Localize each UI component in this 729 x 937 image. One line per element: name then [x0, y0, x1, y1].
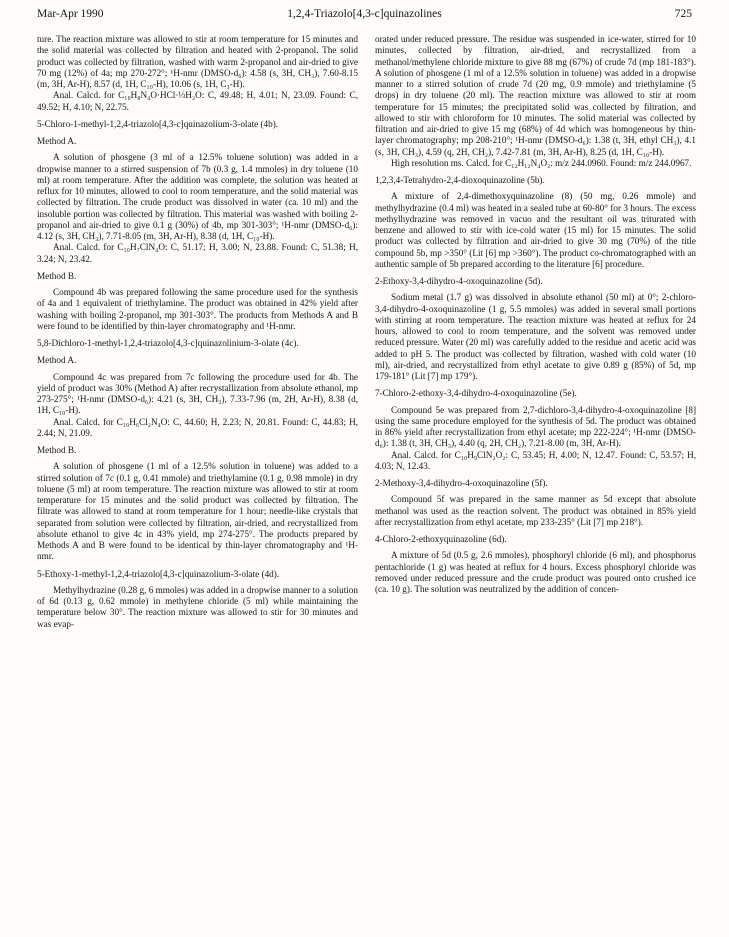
method-label: Method A. [37, 136, 77, 146]
running-title: 1,2,4-Triazolo[4,3-c]quinazolines [287, 8, 442, 20]
compound-heading: 5,8-Dichloro-1-methyl-1,2,4-triazolo[4,3-c]quinazolinium-3-olate (4c). [37, 338, 299, 348]
body-paragraph: ture. The reaction mixture was allowed to stir at room temperature for 15 minutes and the solid material was collected by filtration and heated with 2-propanol. The solid product was collected by filtration, washed with warm 2-propanol and air-dried to give 70 mg (12%) of 4a; mp 270-272°; ¹H-nmr (DMSO-d₆): 4.58 (s, 3H, CH₃), 7.60-8.15 (m, 3H, Ar-H), 8.57 (d, 1H, C₁₀-H), 10.06 (s, 1H, C₃-H). [37, 34, 358, 89]
body-paragraph: Compound 5f was prepared in the same manner as 5d except that absolute methanol was used as the reaction solvent. The product was obtained in 85% yield after recrystallization from ethyl acetate, mp 233-235° (Lit [7] mp 218°). [375, 494, 696, 527]
body-paragraph: Anal. Calcd. for C₁₀H₈N₄O·HCl·⅓H₂O: C, 49.48; H, 4.01; N, 23.09. Found: C, 49.52; H, 4.10; N, 22.75. [37, 90, 358, 112]
body-paragraph: Compound 4c was prepared from 7c following the procedure used for 4b. The yield of product was 30% (Method A) after recrystallization from absolute ethanol, mp 273-275°; ¹H-nmr (DMSO-d₆): 4.21 (s, 3H, CH₃), 7.33-7.96 (m, 2H, Ar-H), 8.38 (d, 1H, C₁₀-H). [37, 371, 358, 416]
right-column [375, 34, 696, 934]
body-paragraph: A mixture of 2,4-dimethoxyquinazoline (8) (50 mg, 0.26 mmole) and methylhydrazine (0.4 ml) was heated in a sealed tube at 60-80° for 3 hours. The excess methylhydrazine was removed in vacuo and the resultant oil was triturated with benzene and allowed to stir with ice-cold water (15 ml) for 15 minutes. The solid product was collected by filtration and air-dried to give 30 mg (70%) of the title compound 5b, mp >350° (Lit [6] mp >360°). The product co-chromatographed with an authentic sample of 5b prepared according to the literature [6] procedure. [375, 191, 696, 269]
body-paragraph: Compound 4b was prepared following the same procedure used for the synthesis of 4a and 1 equivalent of triethylamine. The product was obtained in 42% yield after washing with boiling 2-propanol, mp 301-303°. The products from Methods A and B were found to be identified by thin-layer chromatography and ¹H-nmr. [37, 287, 358, 331]
left-column [37, 34, 358, 934]
body-paragraph: Anal. Calcd. for C₁₀H₉ClN₂O₂: C, 53.45; H, 4.00; N, 12.47. Found: C, 53.57; H, 4.03; N, 12.43. [375, 449, 696, 471]
body-paragraph: A mixture of 5d (0.5 g, 2.6 mmoles), phosphoryl chloride (6 ml), and phosphorus pentachloride (1 g) was heated at reflux for 4 hours. Excess phosphoryl chloride was removed under reduced pressure and the crude product was poured onto crushed ice (ca. 10 g). The solution was neutralized by the addition of concen- [375, 550, 696, 594]
body-paragraph: A solution of phosgene (1 ml of a 12.5% solution in toluene) was added to a stirred solution of 7c (0.1 g, 0.41 mmole) and triethylamine (0.1 g, 0.98 mmole) in dry toluene (5 ml) at room temperature. The reaction mixture was allowed to stir at room temperature for 15 minutes and the solid product was collected by filtration. The filtrate was allowed to stand at room temperature for 1 hour; needle-like crystals that separated from solution were collected by filtration, air-dried, and recrystallized from absolute ethanol to give 4c in 43% yield, mp 274-275°. The products prepared by Methods A and B were found to be identical by thin-layer chromatography and ¹H-nmr. [37, 461, 358, 562]
compound-heading: 2-Ethoxy-3,4-dihydro-4-oxoquinazoline (5d). [375, 276, 543, 286]
body-paragraph: A solution of phosgene (3 ml of a 12.5% toluene solution) was added in a dropwise manner to a stirred suspension of 7b (0.3 g, 1.4 mmoles) in dry toluene (10 ml) at room temperature. After the addition was complete, the solution was heated at reflux for 10 minutes, allowed to cool to room temperature, and the solid material was collected by filtration. The crude product was dissolved in water (ca. 10 ml) and the insoluble portion was collected by filtration. This material was washed with boiling 2-propanol and air-dried to give 0.1 g (30%) of 4b, mp 301-303°; ¹H-nmr (DMSO-d₆): 4.12 (s, 3H, CH₃), 7.71-8.05 (m, 3H, Ar-H), 8.38 (d, 1H, C₁₀-H). [37, 152, 358, 241]
compound-heading: 7-Chloro-2-ethoxy-3,4-dihydro-4-oxoquinazoline (5e). [375, 388, 577, 399]
method-label: Method B. [37, 270, 77, 281]
body-paragraph: Sodium metal (1.7 g) was dissolved in absolute ethanol (50 ml) at 0°; 2-chloro-3,4-dihydro-4-oxoquinazoline (1 g, 5.5 mmoles) was added in several small portions with stirring at room temperature. The reaction mixture was heated at reflux for 24 hours, allowed to cool to room temperature, and the solvent was removed under reduced pressure. Water (20 ml) was carefully added to the residue and acetic acid was added to pH 5. The product was collected by filtration, washed with cold water (10 ml), air-dried, and recrystallized from ethyl acetate to give 0.89 g (85%) of 5d, mp 179-181° (Lit [7] mp 179°). [375, 292, 696, 381]
body-paragraph: Compound 5e was prepared from 2,7-dichloro-3,4-dihydro-4-oxoquinazoline [8] using the same procedure employed for the synthesis of 5d. The product was obtained in 86% yield after recrystallization from ethyl acetate; mp 222-224°; ¹H-nmr (DMSO-d₆): 1.38 (t, 3H, CH₃), 4.40 (q, 2H, CH₂), 7.21-8.00 (m, 3H, Ar-H). [375, 404, 696, 449]
body-paragraph: Anal. Calcd. for C₁₀H₆Cl₂N₄O: C, 44.60; H, 2.23; N, 20.81. Found: C, 44.83; H, 2.44; N, 21.09. [37, 416, 358, 438]
body-paragraph: orated under reduced pressure. The residue was suspended in ice-water, stirred for 10 minutes, collected by filtration, air-dried, and recrystallized from a methanol/methylene chloride mixture to give 88 mg (67%) of crude 7d (mp 181-183°). A solution of phosgene (1 ml of a 12.5% solution in toluene) was added in a dropwise manner to a stirred solution of crude 7d (20 mg, 0.9 mmole) and triethylamine (5 drops) in dry toluene (20 ml). The reaction mixture was allowed to stir at room temperature for 15 minutes; the precipitated solid was collected by filtration, and allowed to stir with chloroform for 10 minutes. The solid material was collected by filtration and air-dried to give 15 mg (68%) of 4d which was homogeneous by thin-layer chromatography; mp 208-210°; ¹H-nmr (DMSO-d₆): 1.38 (t, 3H, ethyl CH₃), 4.1 (s, 3H, CH₃), 4.59 (q, 2H, CH₂), 7.42-7.81 (m, 3H, Ar-H), 8.25 (d, 1H, C₁₀-H). [375, 34, 696, 157]
page-number: 725 [674, 8, 692, 20]
compound-heading: 5-Chloro-1-methyl-1,2,4-triazolo[4,3-c]quinazolium-3-olate (4b). [37, 118, 279, 129]
compound-heading: 5-Ethoxy-1-methyl-1,2,4-triazolo[4,3-c]quinazolium-3-olate (4d). [37, 568, 280, 579]
body-paragraph: Methylhydrazine (0.28 g, 6 mmoles) was added in a dropwise manner to a solution of 6d (0.13 g, 0.62 mmole) in methylene chloride (5 ml) while maintaining the temperature below 30°. The reaction mixture was allowed to stir for 30 minutes and was evap- [37, 584, 358, 629]
method-label: Method A. [37, 355, 77, 366]
compound-heading: 1,2,3,4-Tetrahydro-2,4-dioxoquinazoline (5b). [375, 175, 545, 185]
journal-issue: Mar-Apr 1990 [37, 8, 104, 20]
body-paragraph: High resolution ms. Calcd. for C₁₂H₁₂N₄O₂: m/z 244.0960. Found: m/z 244.0967. [391, 157, 692, 168]
body-paragraph: Anal. Calcd. for C₁₀H₇ClN₄O: C, 51.17; H, 3.00; N, 23.88. Found: C, 51.38; H, 3.24; N, 23.42. [37, 242, 358, 264]
compound-heading: 2-Methoxy-3,4-dihydro-4-oxoquinazoline (5f). [375, 478, 548, 488]
compound-heading: 4-Chloro-2-ethoxyquinazoline (6d). [375, 534, 507, 544]
method-label: Method B. [37, 445, 77, 455]
running-header [37, 8, 692, 26]
